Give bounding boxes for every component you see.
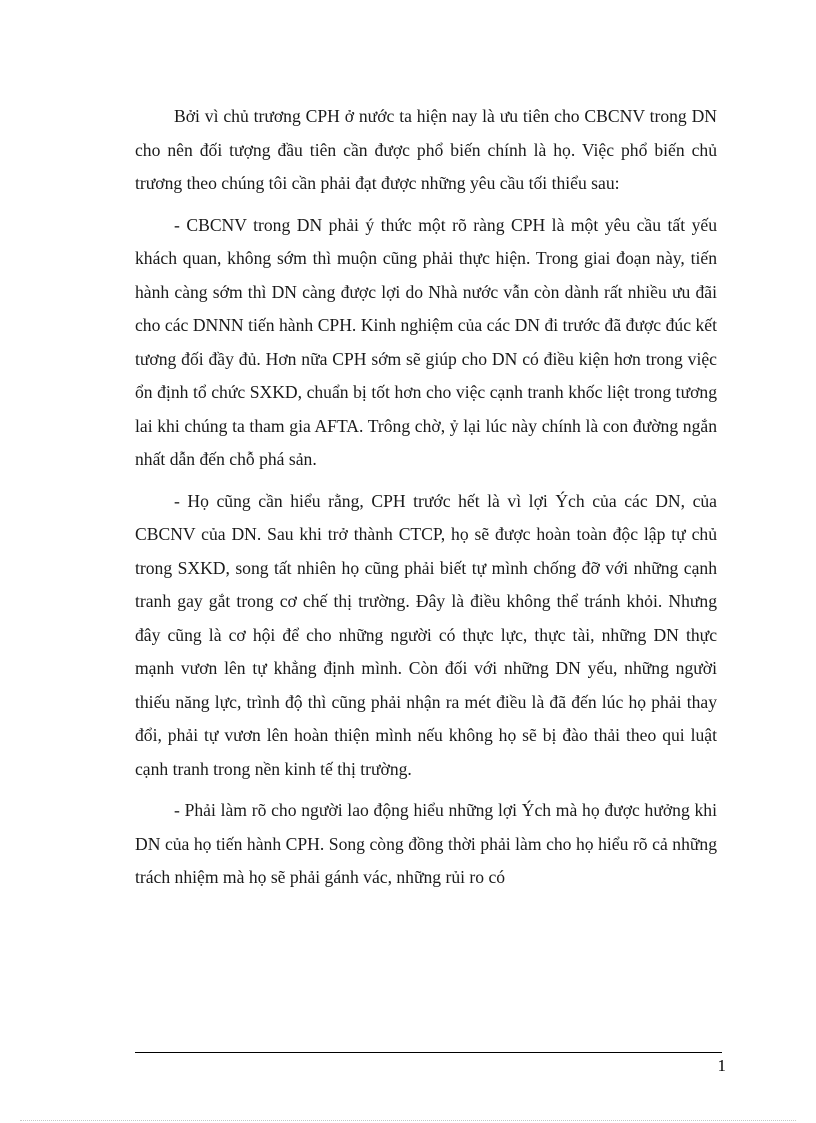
body-text — [135, 100, 717, 903]
page-number: 1 — [717, 1056, 726, 1075]
page-bottom-border — [20, 1120, 796, 1121]
footer-divider — [135, 1052, 722, 1053]
paragraph-benefits: - Họ cũng cần hiểu rằng, CPH trước hết là vì lợi Ých của các DN, của CBCNV của DN. Sau khi trở thành CTCP, họ sẽ được hoàn toàn độc lập tự chủ trong SXKD, song tất nhiên họ cũng phải biết tự mình chống đỡ với những cạnh tranh gay gắt trong cơ chế thị trường. Đây là điều không thể tránh khỏi. Nhưng đây cũng là cơ hội để cho những người có thực lực, thực tài, những DN thực mạnh vươn lên tự khẳng định mình. Còn đối với những DN yếu, những người thiếu năng lực, trình độ thì cũng phải nhận ra mét điều là đã đến lúc họ phải thay đổi, phải tự vươn lên hoàn thiện mình nếu không họ sẽ bị đào thải theo qui luật cạnh tranh trong nền kinh tế thị trường. — [135, 490, 717, 779]
paragraph-intro: Bởi vì chủ trương CPH ở nước ta hiện nay là ưu tiên cho CBCNV trong DN cho nên đối tượng đầu tiên cần được phổ biến chính là họ. Việc phổ biến chủ trương theo chúng tôi cần phải đạt được những yêu cầu tối thiểu sau: — [135, 106, 717, 193]
paragraph-responsibilities: - Phải làm rõ cho người lao động hiểu những lợi Ých mà họ được hưởng khi DN của họ tiến hành CPH. Song còng đồng thời phải làm cho họ hiểu rõ cả những trách nhiệm mà họ sẽ phải gánh vác, những rủi ro có — [135, 800, 717, 887]
paragraph-awareness: - CBCNV trong DN phải ý thức một rõ ràng CPH là một yêu cầu tất yếu khách quan, không sớm thì muộn cũng phải thực hiện. Trong giai đoạn này, tiến hành càng sớm thì DN càng được lợi do Nhà nước vẫn còn dành rất nhiều ưu đãi cho các DNNN tiến hành CPH. Kinh nghiệm của các DN đi trước đã được đúc kết tương đối đầy đủ. Hơn nữa CPH sớm sẽ giúp cho DN có điều kiện hơn trong việc ổn định tổ chức SXKD, chuẩn bị tốt hơn cho việc cạnh tranh khốc liệt trong tương lai khi chúng ta tham gia AFTA. Trông chờ, ỷ lại lúc này chính là con đường ngắn nhất dẫn đến chỗ phá sản. — [135, 214, 717, 469]
